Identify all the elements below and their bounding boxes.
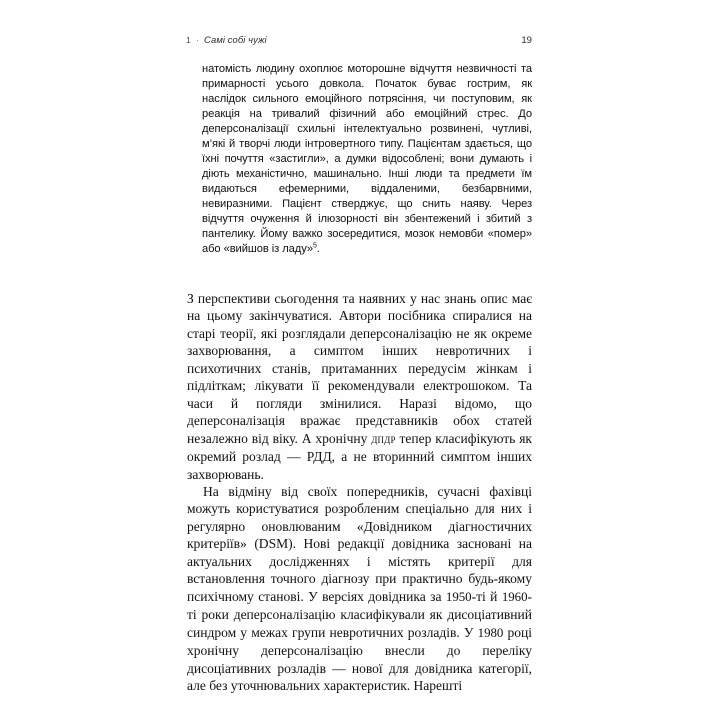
page-number: 19 bbox=[521, 35, 532, 46]
year-figure: 1960 bbox=[501, 589, 528, 604]
extract-text: натомість людину охоплює моторошне відчуття незвичності та примарності усього довкола. Початок буває гострим, як наслідок сильного емоційного потрясіння, чи поступовим, як реакція на тривалий фізичний або емоційний стрес. До деперсоналізації схильні інтелектуально розвинені, чутливі, м’які й творчі люди інтровертного типу. Пацієнтам здається, що їхні почуття «застигли», а думки відособлені; вони думають і діють механістично, машинально. Інші люди та предмети їм видаються ефемерними, віддаленими, безбарвними, невиразними. Пацієнт стверджує, що снить наяву. Через відчуття очуження й ілюзорності він збентежений і збитий з пантелику. Йому важко зосередитися, мозок немовби «помер» або «вийшов із ладу» bbox=[202, 63, 532, 256]
year-figure: 1950 bbox=[445, 589, 472, 604]
running-head-left bbox=[186, 34, 267, 45]
body-paragraph: З перспективи сьогодення та наявних у нас знань опис має на цьому закінчуватися. Автори посібника спиралися на старі теорії, які розглядали деперсоналізацію не як окреме захворювання, а симптом інших невротичних і психотичних станів, притаманних передусім жінкам і підліткам; лікувати її рекомендували електрошоком. Та часи й погляди змінилися. Наразі відомо, що деперсоналізація вражає представників обох статей незалежно від віку. А хронічну дпдр тепер класифікують як окремий розлад — РДД, а не вторинний симптом інших захворювань. bbox=[187, 291, 532, 482]
body-paragraph: На відміну від своїх попередників, сучасні фахівці можуть користуватися розробленим спеціально для них і регулярно оновлюваним «Довідником діагностичних критеріїв» (DSM). Нові редакції довідника засновані на актуальних дослідженнях і містять критерії для встановлення точного діагнозу при практично будь-якому психічному станові. У версіях довідника за 1950-ті й 1960-ті роки деперсоналізацію класифікували як дисоціативний синдром у межах групи невротичних розладів. У 1980 році хронічну деперсоналізацію внесли до переліку дисоціативних розладів — нової для довідника категорії, але без уточнювальних характеристик. Нарешті bbox=[187, 483, 533, 693]
year-figure: 1980 bbox=[477, 625, 504, 640]
running-head-chapter-title: Самі собі чужі bbox=[204, 34, 267, 45]
running-head bbox=[186, 34, 532, 46]
footnote-marker: 5 bbox=[312, 242, 317, 250]
extract-paragraph bbox=[202, 62, 532, 257]
abbreviation-smallcaps: дпдр bbox=[371, 431, 396, 446]
body-paragraph-list bbox=[187, 290, 532, 694]
body-text-block bbox=[187, 290, 532, 694]
running-head-chapter-number: 1 bbox=[186, 35, 191, 45]
quotation-extract-block bbox=[202, 62, 532, 257]
running-head-separator: · bbox=[195, 35, 200, 45]
extract-trailing-punctuation: . bbox=[316, 243, 320, 256]
